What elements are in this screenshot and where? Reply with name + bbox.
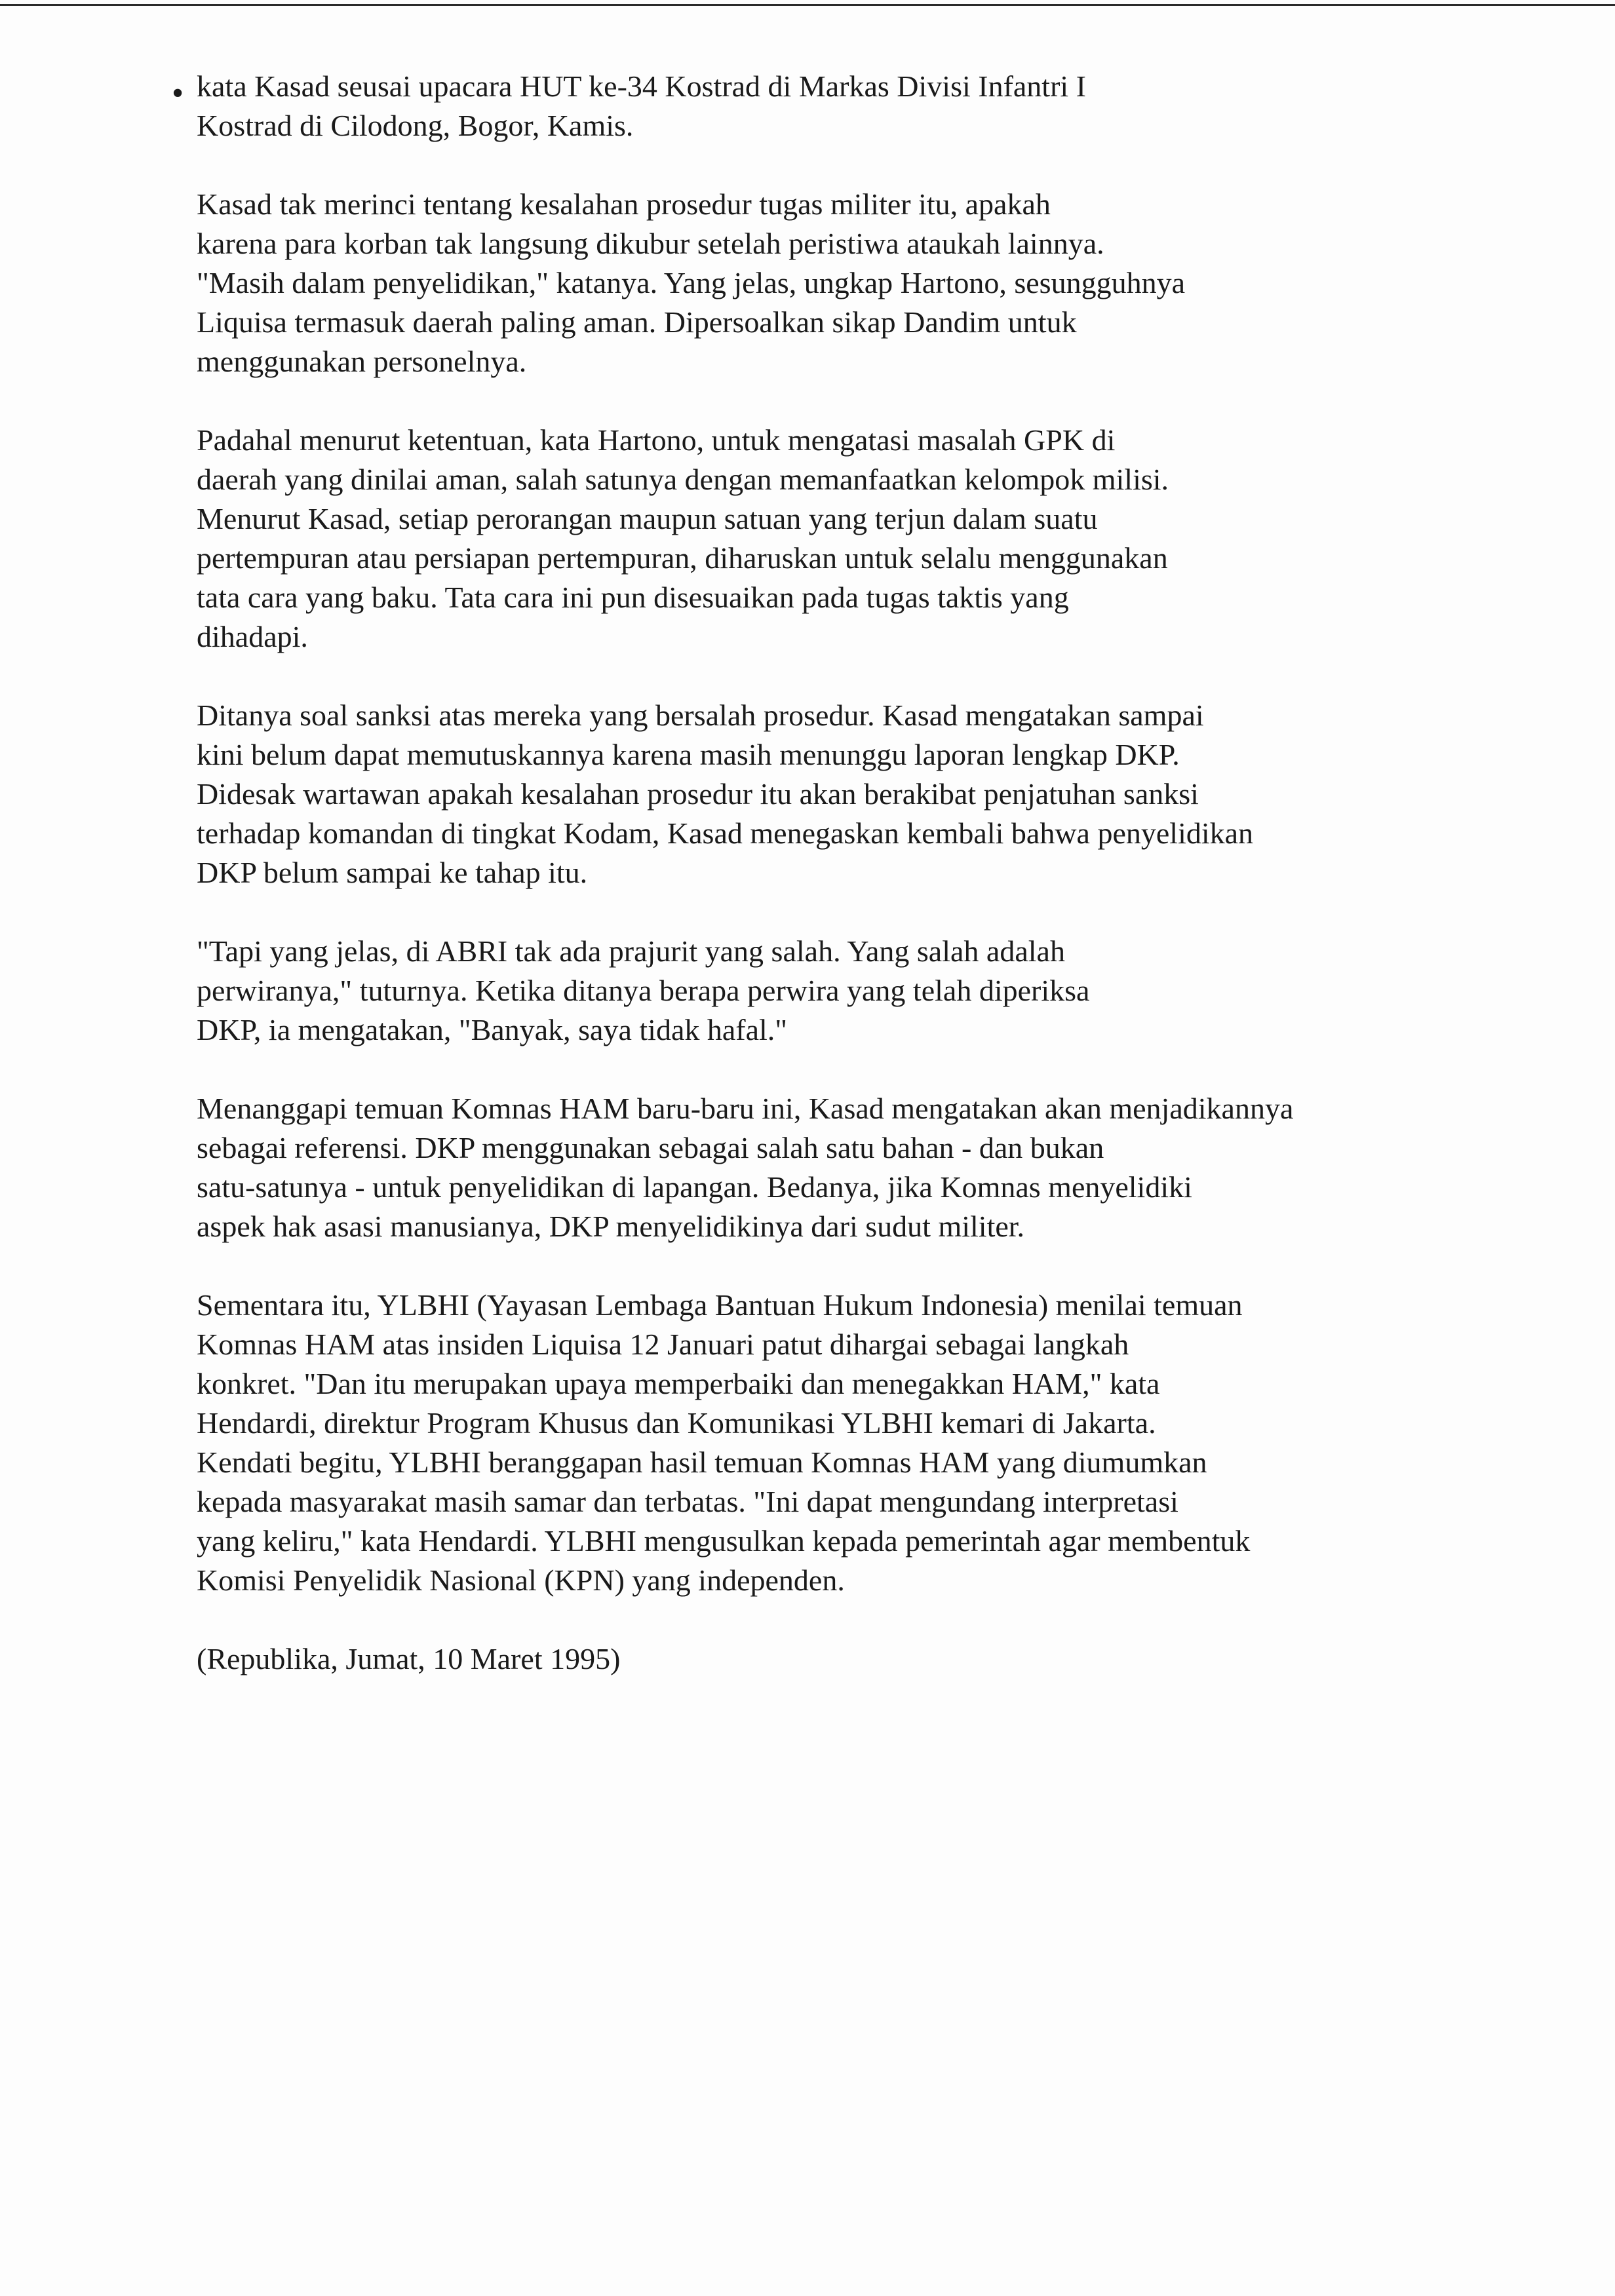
text-line: konkret. "Dan itu merupakan upaya memperbaiki dan menegakkan HAM," kata — [197, 1367, 1160, 1400]
source-citation: (Republika, Jumat, 10 Maret 1995) — [197, 1642, 621, 1675]
text-line: DKP, ia mengatakan, "Banyak, saya tidak hafal." — [197, 1013, 788, 1046]
text-line: Kendati begitu, YLBHI beranggapan hasil temuan Komnas HAM yang diumumkan — [197, 1445, 1207, 1479]
text-line: Hendardi, direktur Program Khusus dan Komunikasi YLBHI kemari di Jakarta. — [197, 1406, 1156, 1440]
article-paragraph — [197, 1286, 1508, 1600]
text-line: terhadap komandan di tingkat Kodam, Kasad menegaskan kembali bahwa penyelidikan — [197, 816, 1254, 850]
article-paragraph — [197, 67, 1508, 145]
text-line: sebagai referensi. DKP menggunakan sebagai salah satu bahan - dan bukan — [197, 1131, 1104, 1164]
text-line: satu-satunya - untuk penyelidikan di lapangan. Bedanya, jika Komnas menyelidiki — [197, 1170, 1192, 1204]
text-line: DKP belum sampai ke tahap itu. — [197, 856, 588, 889]
article-body — [197, 67, 1508, 1718]
text-line: kepada masyarakat masih samar dan terbatas. "Ini dapat mengundang interpretasi — [197, 1485, 1178, 1518]
text-line: menggunakan personelnya. — [197, 345, 527, 378]
text-line: Didesak wartawan apakah kesalahan prosedur itu akan berakibat penjatuhan sanksi — [197, 777, 1199, 811]
article-paragraph — [197, 1089, 1508, 1246]
article-paragraph — [197, 696, 1508, 892]
text-line: "Masih dalam penyelidikan," katanya. Yang jelas, ungkap Hartono, sesungguhnya — [197, 266, 1185, 299]
text-line: Komisi Penyelidik Nasional (KPN) yang independen. — [197, 1563, 845, 1597]
text-line: Ditanya soal sanksi atas mereka yang bersalah prosedur. Kasad mengatakan sampai — [197, 698, 1204, 732]
text-line: tata cara yang baku. Tata cara ini pun disesuaikan pada tugas taktis yang — [197, 581, 1069, 614]
text-line: kata Kasad seusai upacara HUT ke-34 Kostrad di Markas Divisi Infantri I — [197, 69, 1086, 103]
text-line: daerah yang dinilai aman, salah satunya dengan memanfaatkan kelompok milisi. — [197, 463, 1169, 496]
top-border-line — [0, 4, 1615, 6]
text-line: Liquisa termasuk daerah paling aman. Dipersoalkan sikap Dandim untuk — [197, 305, 1077, 339]
article-paragraph — [197, 421, 1508, 657]
text-line: Padahal menurut ketentuan, kata Hartono, untuk mengatasi masalah GPK di — [197, 423, 1116, 457]
text-line: yang keliru," kata Hendardi. YLBHI mengusulkan kepada pemerintah agar membentuk — [197, 1524, 1251, 1558]
bullet-mark: • — [172, 75, 184, 112]
text-line: Komnas HAM atas insiden Liquisa 12 Januari patut dihargai sebagai langkah — [197, 1328, 1129, 1361]
text-line: kini belum dapat memutuskannya karena masih menunggu laporan lengkap DKP. — [197, 738, 1180, 771]
text-line: pertempuran atau persiapan pertempuran, diharuskan untuk selalu menggunakan — [197, 541, 1168, 575]
article-paragraph — [197, 932, 1508, 1050]
text-line: Sementara itu, YLBHI (Yayasan Lembaga Bantuan Hukum Indonesia) menilai temuan — [197, 1288, 1243, 1322]
article-paragraph — [197, 185, 1508, 381]
text-line: Kostrad di Cilodong, Bogor, Kamis. — [197, 109, 634, 142]
text-line: Menurut Kasad, setiap perorangan maupun satuan yang terjun dalam suatu — [197, 502, 1098, 535]
text-line: "Tapi yang jelas, di ABRI tak ada prajurit yang salah. Yang salah adalah — [197, 934, 1065, 968]
text-line: Menanggapi temuan Komnas HAM baru-baru ini, Kasad mengatakan akan menjadikannya — [197, 1092, 1294, 1125]
text-line: perwiranya," tuturnya. Ketika ditanya berapa perwira yang telah diperiksa — [197, 974, 1090, 1007]
text-line: aspek hak asasi manusianya, DKP menyelidikinya dari sudut militer. — [197, 1210, 1025, 1243]
text-line: dihadapi. — [197, 620, 308, 653]
text-line: karena para korban tak langsung dikubur setelah peristiwa ataukah lainnya. — [197, 227, 1104, 260]
text-line: Kasad tak merinci tentang kesalahan prosedur tugas militer itu, apakah — [197, 187, 1051, 221]
